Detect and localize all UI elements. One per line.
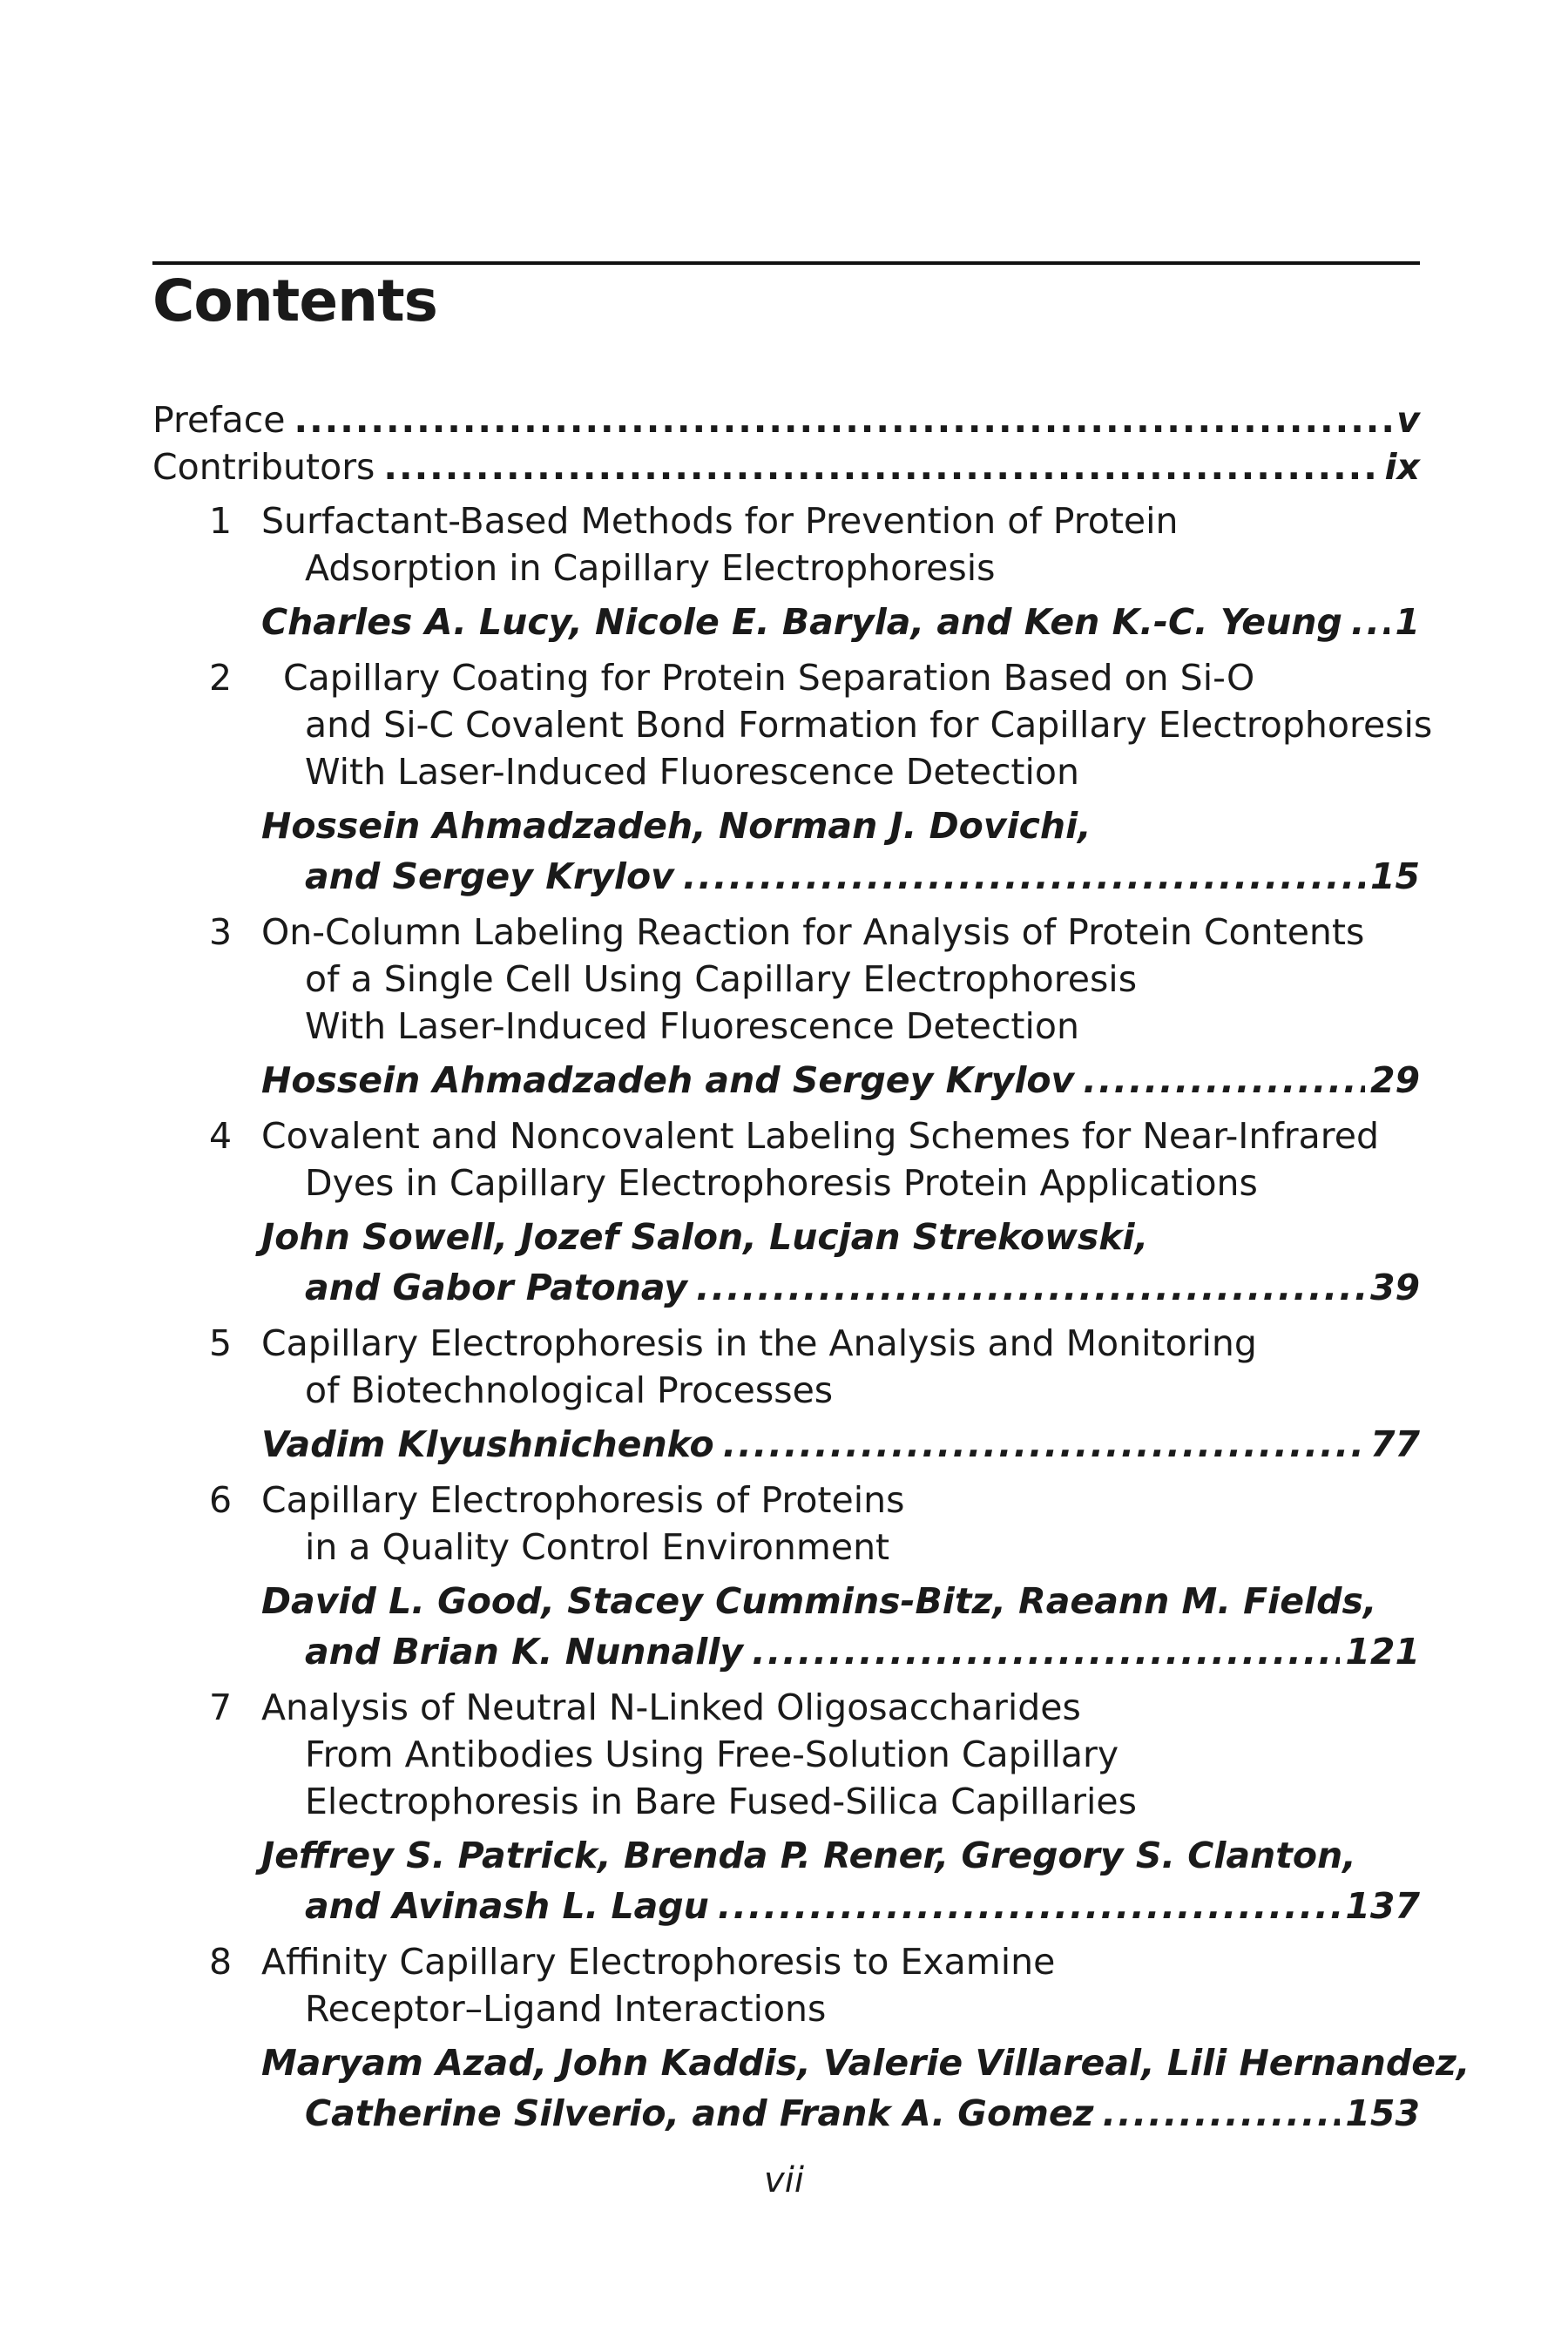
author-names: and Sergey Krylov xyxy=(305,855,674,897)
chapter-title-line: of a Single Cell Using Capillary Electrophoresis xyxy=(305,958,1138,1000)
chapter-title-block xyxy=(152,1477,1420,1571)
chapter-title-line: Dyes in Capillary Electrophoresis Protein Applications xyxy=(305,1162,1258,1204)
author-names: Hossein Ahmadzadeh and Sergey Krylov xyxy=(261,1059,1075,1101)
dot-leader xyxy=(718,1881,1341,1931)
heading-rule xyxy=(152,261,1420,265)
chapter-author-line: David L. Good, Stacey Cummins-Bitz, Raeann M. Fields, xyxy=(261,1580,1377,1622)
toc-chapter-entry xyxy=(152,909,1420,1105)
dot-leader xyxy=(696,1262,1365,1313)
chapter-number: 3 xyxy=(209,911,233,953)
chapter-authors xyxy=(152,1419,1420,1470)
page-title: Contents xyxy=(152,267,437,335)
chapter-title-line: On-Column Labeling Reaction for Analysis of Protein Contents xyxy=(261,911,1365,953)
toc-chapter-entry xyxy=(152,654,1433,902)
chapter-title-line: With Laser-Induced Fluorescence Detection xyxy=(305,1005,1079,1047)
author-names: Catherine Silverio, and Frank A. Gomez xyxy=(305,2092,1094,2134)
author-names: Vadim Klyushnichenko xyxy=(261,1423,714,1465)
dot-leader xyxy=(752,1626,1340,1677)
chapter-title-line: From Antibodies Using Free-Solution Capillary xyxy=(305,1734,1119,1775)
chapter-authors xyxy=(152,801,1420,902)
chapter-author-line: John Sowell, Jozef Salon, Lucjan Strekowski, xyxy=(261,1216,1149,1258)
chapter-number: 7 xyxy=(209,1686,233,1728)
front-matter-label: Contributors xyxy=(152,446,375,488)
toc-chapter-entry xyxy=(152,1320,1420,1470)
front-matter-label: Preface xyxy=(152,399,286,441)
chapter-page-number: 121 xyxy=(1345,1631,1420,1673)
chapter-title-block xyxy=(152,497,1420,591)
chapter-authors xyxy=(152,1576,1420,1677)
chapter-title-line: Capillary Coating for Protein Separation Based on Si-O xyxy=(283,657,1255,699)
chapter-number: 4 xyxy=(209,1115,233,1157)
chapter-title-line: Covalent and Noncovalent Labeling Schemes for Near-Infrared xyxy=(261,1115,1379,1157)
chapter-title-line: Analysis of Neutral N-Linked Oligosaccharides xyxy=(261,1686,1081,1728)
front-matter-page: v xyxy=(1396,399,1420,441)
chapter-page-number: 1 xyxy=(1395,601,1420,643)
chapter-title-line: Capillary Electrophoresis in the Analysis and Monitoring xyxy=(261,1322,1257,1364)
chapter-title-block xyxy=(152,654,1433,795)
author-names: and Avinash L. Lagu xyxy=(305,1885,709,1927)
chapter-author-line xyxy=(261,851,1420,902)
chapter-title-line: Affinity Capillary Electrophoresis to Examine xyxy=(261,1941,1056,1983)
chapter-title-block xyxy=(152,1938,1420,2032)
chapter-page-number: 153 xyxy=(1345,2092,1420,2134)
chapter-title-line: in a Quality Control Environment xyxy=(305,1526,890,1568)
dot-leader xyxy=(1103,2088,1341,2139)
dot-leader xyxy=(1083,1055,1365,1105)
chapter-authors xyxy=(152,1830,1420,1931)
chapter-title-line: and Si-C Covalent Bond Formation for Capillary Electrophoresis xyxy=(305,704,1433,746)
chapter-authors xyxy=(152,597,1420,647)
toc-chapter-entry xyxy=(152,1112,1420,1313)
chapter-title-line: Receptor–Ligand Interactions xyxy=(305,1988,827,2030)
author-names: and Brian K. Nunnally xyxy=(305,1631,744,1673)
dot-leader xyxy=(383,443,1379,490)
author-names: Charles A. Lucy, Nicole E. Baryla, and Ken K.-C. Yeung xyxy=(261,601,1342,643)
chapter-title-block xyxy=(152,909,1420,1050)
chapter-number: 5 xyxy=(209,1322,233,1364)
toc-front-matter-preface xyxy=(152,396,1420,443)
chapter-author-line: Hossein Ahmadzadeh, Norman J. Dovichi, xyxy=(261,805,1092,847)
toc-chapter-entry xyxy=(152,497,1420,647)
chapter-author-line xyxy=(261,1055,1420,1105)
chapter-number: 1 xyxy=(209,500,233,542)
chapter-number: 6 xyxy=(209,1479,233,1521)
chapter-author-line: Jeffrey S. Patrick, Brenda P. Rener, Gregory S. Clanton, xyxy=(261,1835,1356,1876)
chapter-title-line: Capillary Electrophoresis of Proteins xyxy=(261,1479,905,1521)
chapter-page-number: 77 xyxy=(1369,1423,1420,1465)
chapter-title-block xyxy=(152,1684,1420,1825)
chapter-title-line: Adsorption in Capillary Electrophoresis xyxy=(305,547,996,589)
chapter-author-line xyxy=(261,1419,1420,1470)
chapter-page-number: 39 xyxy=(1369,1267,1420,1308)
dot-leader xyxy=(683,851,1365,902)
chapter-page-number: 15 xyxy=(1369,855,1420,897)
chapter-author-line xyxy=(261,2088,1420,2139)
toc-chapter-entry xyxy=(152,1684,1420,1931)
author-names: and Gabor Patonay xyxy=(305,1267,687,1308)
chapter-author-line xyxy=(261,1626,1420,1677)
chapter-number: 8 xyxy=(209,1941,233,1983)
dot-leader xyxy=(1351,597,1390,647)
chapter-author-line xyxy=(261,597,1420,647)
chapter-authors xyxy=(152,2038,1470,2139)
chapter-authors xyxy=(152,1212,1420,1313)
front-matter-page: ix xyxy=(1384,446,1420,488)
chapter-author-line xyxy=(261,1262,1420,1313)
dot-leader xyxy=(294,396,1392,443)
chapter-author-line xyxy=(261,1881,1420,1931)
toc-front-matter-contributors xyxy=(152,443,1420,490)
page-folio: vii xyxy=(764,2160,804,2200)
table-of-contents xyxy=(152,396,1470,2139)
toc-chapter-entry xyxy=(152,1938,1470,2139)
chapter-page-number: 137 xyxy=(1345,1885,1420,1927)
chapter-authors xyxy=(152,1055,1420,1105)
chapter-author-line: Maryam Azad, John Kaddis, Valerie Villareal, Lili Hernandez, xyxy=(261,2042,1470,2084)
chapter-title-line: With Laser-Induced Fluorescence Detection xyxy=(305,751,1079,793)
dot-leader xyxy=(723,1419,1365,1470)
chapter-number: 2 xyxy=(209,657,233,699)
chapter-title-line: Electrophoresis in Bare Fused-Silica Capillaries xyxy=(305,1781,1138,1822)
chapter-title-line: of Biotechnological Processes xyxy=(305,1369,834,1411)
chapter-title-block xyxy=(152,1112,1420,1206)
toc-chapter-entry xyxy=(152,1477,1420,1677)
chapter-title-block xyxy=(152,1320,1420,1414)
chapter-title-line: Surfactant-Based Methods for Prevention of Protein xyxy=(261,500,1179,542)
chapter-page-number: 29 xyxy=(1369,1059,1420,1101)
